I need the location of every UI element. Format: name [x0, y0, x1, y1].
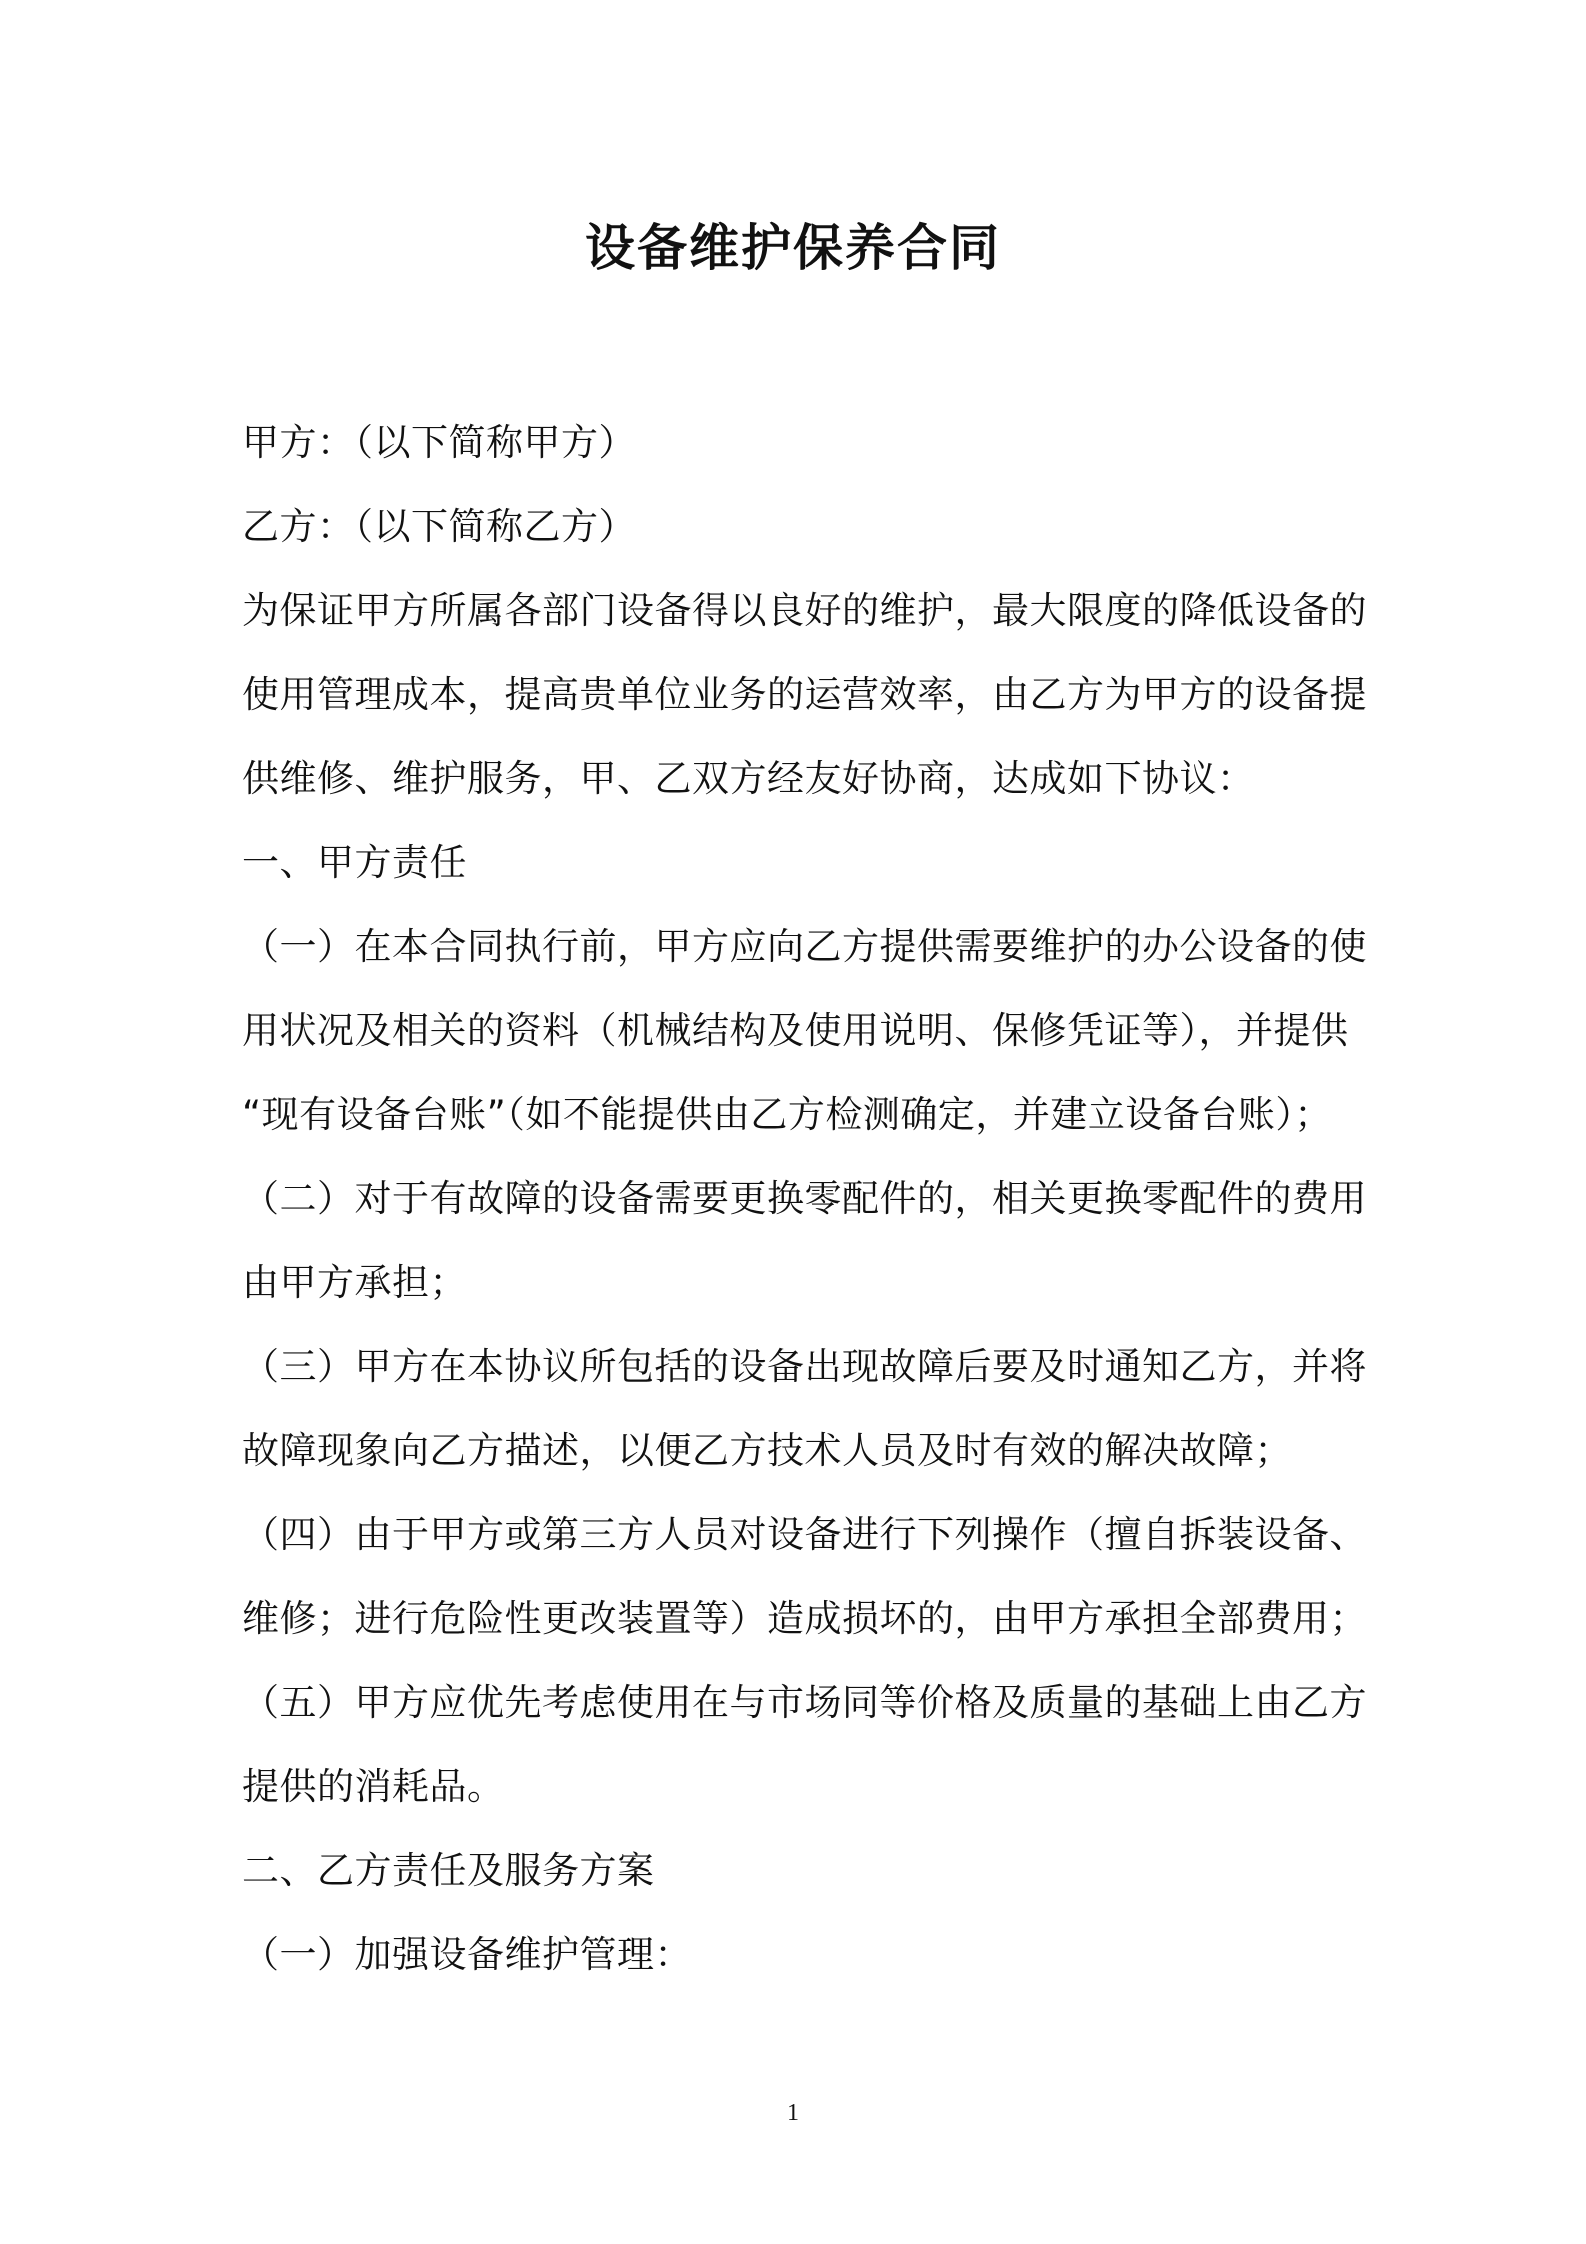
section-heading-party-b: 二、乙方责任及服务方案	[242, 1849, 655, 1892]
page-number: 1	[787, 2100, 799, 2126]
clause-a1-line-3: “现有设备台账”（如不能提供由乙方检测确定，并建立设备台账）；	[242, 1093, 1332, 1136]
intro-line-1: 为保证甲方所属各部门设备得以良好的维护，最大限度的降低设备的	[242, 589, 1367, 632]
party-b-line: 乙方：（以下简称乙方）	[242, 505, 636, 548]
clause-a1-line-1: （一）在本合同执行前，甲方应向乙方提供需要维护的办公设备的使	[242, 925, 1367, 968]
clause-a3-line-2: 故障现象向乙方描述，以便乙方技术人员及时有效的解决故障；	[242, 1429, 1292, 1472]
clause-a4-line-1: （四）由于甲方或第三方人员对设备进行下列操作（擅自拆装设备、	[242, 1513, 1367, 1556]
clause-a5-line-2: 提供的消耗品。	[242, 1765, 505, 1808]
clause-b1-line-1: （一）加强设备维护管理：	[242, 1933, 692, 1976]
party-a-line: 甲方：（以下简称甲方）	[242, 421, 636, 464]
clause-a1-line-2: 用状况及相关的资料（机械结构及使用说明、保修凭证等），并提供	[242, 1009, 1349, 1052]
intro-line-2: 使用管理成本，提高贵单位业务的运营效率，由乙方为甲方的设备提	[242, 673, 1367, 716]
document-body	[242, 401, 1367, 1997]
clause-a5-line-1: （五）甲方应优先考虑使用在与市场同等价格及质量的基础上由乙方	[242, 1681, 1367, 1724]
document-title: 设备维护保养合同	[585, 219, 1001, 277]
intro-line-3: 供维修、维护服务，甲、乙双方经友好协商，达成如下协议：	[242, 757, 1255, 800]
clause-a2-line-1: （二）对于有故障的设备需要更换零配件的，相关更换零配件的费用	[242, 1177, 1367, 1220]
section-heading-party-a: 一、甲方责任	[242, 841, 467, 884]
clause-a3-line-1: （三）甲方在本协议所包括的设备出现故障后要及时通知乙方，并将	[242, 1345, 1367, 1388]
clause-a4-line-2: 维修；进行危险性更改装置等）造成损坏的，由甲方承担全部费用；	[242, 1597, 1367, 1640]
clause-a2-line-2: 由甲方承担；	[242, 1261, 467, 1304]
